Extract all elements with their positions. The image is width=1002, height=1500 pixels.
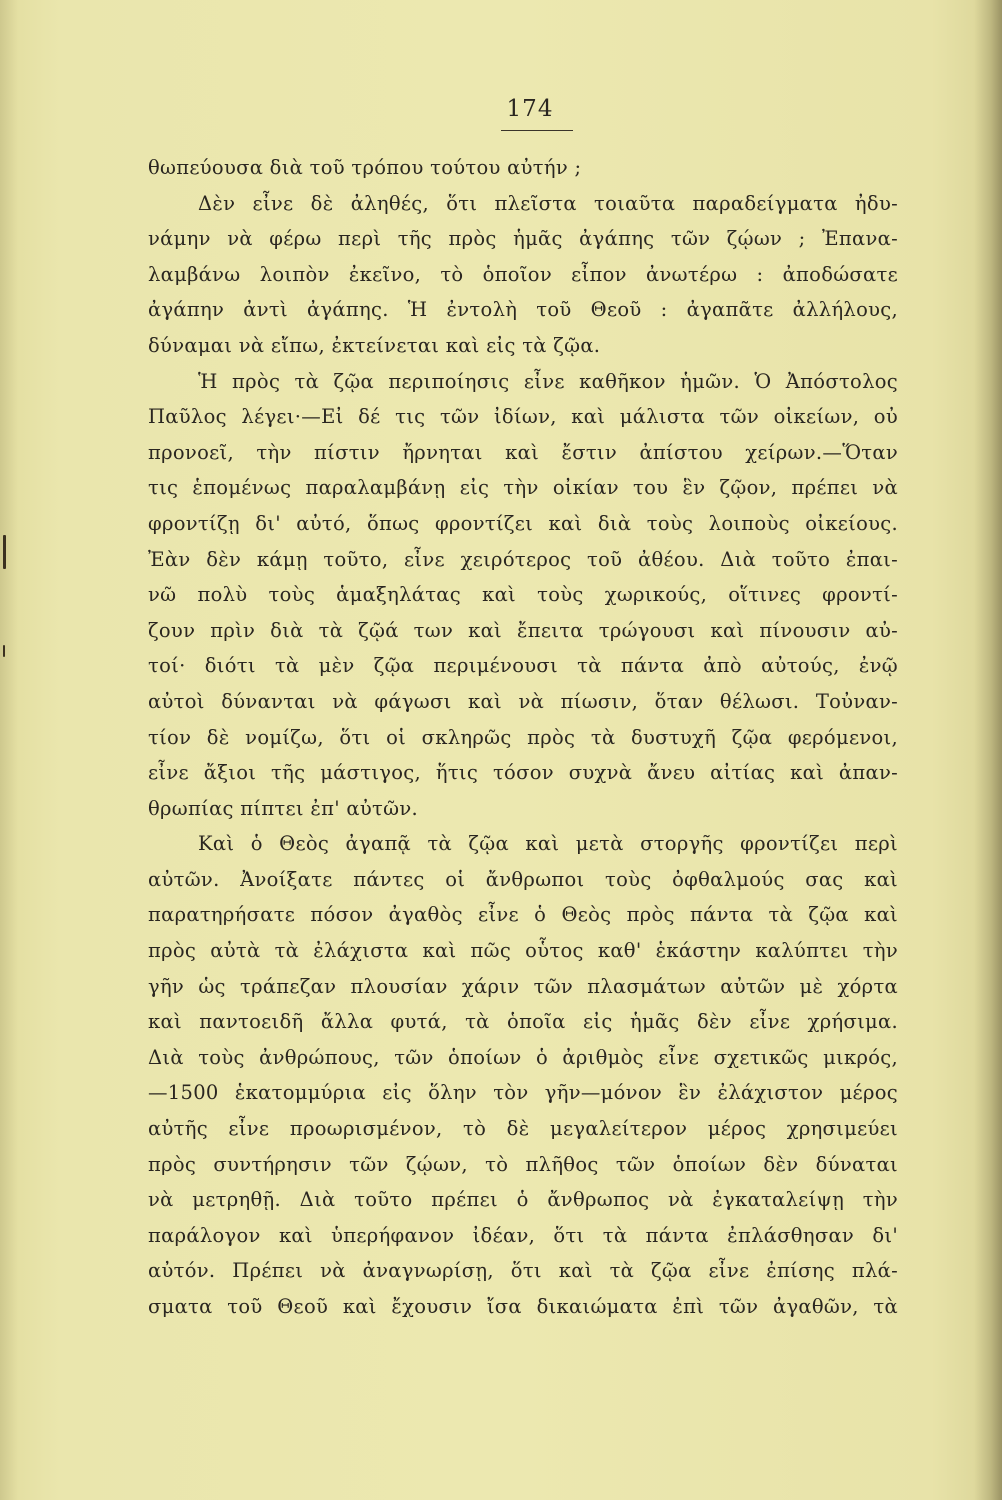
text-line: αὐτοὶ δύνανται νὰ φάγωσι καὶ νὰ πίωσιν, ὅταν θέλωσι. Τοὐναν-	[148, 689, 898, 713]
text-line: δύναμαι νὰ εἴπω, ἐκτείνεται καὶ εἰς τὰ ζῷα.	[148, 333, 601, 357]
text-line: αὐτόν. Πρέπει νὰ ἀναγνωρίσῃ, ὅτι καὶ τὰ ζῷα εἶνε ἐπίσης πλά-	[148, 1259, 898, 1283]
text-line: Ἐὰν δὲν κάμῃ τοῦτο, εἶνε χειρότερος τοῦ ἀθέου. Διὰ τοῦτο ἐπαι-	[148, 547, 898, 571]
text-line: θρωπίας πίπτει ἐπ' αὐτῶν.	[148, 796, 418, 820]
body-text	[148, 150, 898, 1325]
text-line: Διὰ τοὺς ἀνθρώπους, τῶν ὁποίων ὁ ἀριθμὸς εἶνε σχετικῶς μικρός,	[148, 1045, 898, 1069]
text-line: Καὶ ὁ Θεὸς ἀγαπᾷ τὰ ζῷα καὶ μετὰ στοργῆς φροντίζει περὶ	[198, 832, 898, 856]
text-line: φροντίζῃ δι' αὐτό, ὅπως φροντίζει καὶ διὰ τοὺς λοιποὺς οἰκείους.	[148, 511, 898, 535]
text-line: Ἡ πρὸς τὰ ζῷα περιποίησις εἶνε καθῆκον ἡμῶν. Ὁ Ἀπόστολος	[198, 369, 898, 393]
text-line: γῆν ὡς τράπεζαν πλουσίαν χάριν τῶν πλασμάτων αὐτῶν μὲ χόρτα	[148, 974, 898, 998]
page-spine-shadow	[974, 0, 1002, 1500]
text-line: τοί· διότι τὰ μὲν ζῷα περιμένουσι τὰ πάντα ἀπὸ αὐτούς, ἐνῷ	[148, 654, 898, 678]
text-line: τίον δὲ νομίζω, ὅτι οἱ σκληρῶς πρὸς τὰ δυστυχῆ ζῷα φερόμενοι,	[148, 725, 898, 749]
text-line: πρὸς αὐτὰ τὰ ἐλάχιστα καὶ πῶς οὗτος καθ' ἑκάστην καλύπτει τὴν	[148, 939, 898, 963]
text-line: θωπεύουσα διὰ τοῦ τρόπου τούτου αὐτήν ;	[148, 156, 582, 179]
margin-ink-mark	[3, 535, 6, 569]
text-line: αὐτῶν. Ἀνοίξατε πάντες οἱ ἄνθρωποι τοὺς ὀφθαλμούς σας καὶ	[148, 867, 898, 891]
text-line: Παῦλος λέγει·—Εἰ δέ τις τῶν ἰδίων, καὶ μάλιστα τῶν οἰκείων, οὐ	[148, 405, 898, 429]
text-line: —1500 ἑκατομμύρια εἰς ὅλην τὸν γῆν—μόνον ἓν ἐλάχιστον μέρος	[148, 1081, 898, 1105]
text-line: εἶνε ἄξιοι τῆς μάστιγος, ἥτις τόσον συχνὰ ἄνευ αἰτίας καὶ ἀπαν-	[148, 761, 898, 785]
text-line: νὰ μετρηθῇ. Διὰ τοῦτο πρέπει ὁ ἄνθρωπος νὰ ἐγκαταλείψῃ τὴν	[148, 1188, 898, 1212]
text-line: παρατηρήσατε πόσον ἀγαθὸς εἶνε ὁ Θεὸς πρὸς πάντα τὰ ζῷα καὶ	[148, 903, 898, 927]
text-line: λαμβάνω λοιπὸν ἐκεῖνο, τὸ ὁποῖον εἶπον ἀνωτέρω : ἀποδώσατε	[148, 262, 898, 286]
page-left-shadow	[0, 0, 18, 1500]
text-line: ἀγάπην ἀντὶ ἀγάπης. Ἡ ἐντολὴ τοῦ Θεοῦ : ἀγαπᾶτε ἀλλήλους,	[148, 298, 898, 322]
text-line: νῶ πολὺ τοὺς ἁμαξηλάτας καὶ τοὺς χωρικούς, οἵτινες φροντί-	[148, 583, 898, 607]
text-line: ζουν πρὶν διὰ τὰ ζῷά των καὶ ἔπειτα τρώγουσι καὶ πίνουσιν αὐ-	[148, 618, 898, 642]
text-line: καὶ παντοειδῆ ἄλλα φυτά, τὰ ὁποῖα εἰς ἡμᾶς δὲν εἶνε χρήσιμα.	[148, 1010, 898, 1034]
page-number: 174	[506, 96, 554, 122]
text-line: Δὲν εἶνε δὲ ἀληθές, ὅτι πλεῖστα τοιαῦτα παραδείγματα ἠδυ-	[198, 191, 898, 215]
text-line: νάμην νὰ φέρω περὶ τῆς πρὸς ἡμᾶς ἀγάπης τῶν ζῴων ; Ἐπανα-	[148, 227, 898, 251]
text-line: αὐτῆς εἶνε προωρισμένον, τὸ δὲ μεγαλείτερον μέρος χρησιμεύει	[148, 1117, 898, 1141]
margin-ink-mark	[3, 645, 5, 657]
text-line: σματα τοῦ Θεοῦ καὶ ἔχουσιν ἴσα δικαιώματα ἐπὶ τῶν ἀγαθῶν, τὰ	[148, 1295, 898, 1318]
page-number-rule	[501, 130, 573, 131]
text-line: πρὸς συντήρησιν τῶν ζῴων, τὸ πλῆθος τῶν ὁποίων δὲν δύναται	[148, 1152, 898, 1176]
text-line: παράλογον καὶ ὑπερήφανον ἰδέαν, ὅτι τὰ πάντα ἐπλάσθησαν δι'	[148, 1223, 898, 1247]
text-line: προνοεῖ, τὴν πίστιν ἤρνηται καὶ ἔστιν ἀπίστου χείρων.—Ὅταν	[148, 440, 898, 464]
text-line: τις ἑπομένως παραλαμβάνῃ εἰς τὴν οἰκίαν του ἓν ζῷον, πρέπει νὰ	[148, 476, 898, 500]
